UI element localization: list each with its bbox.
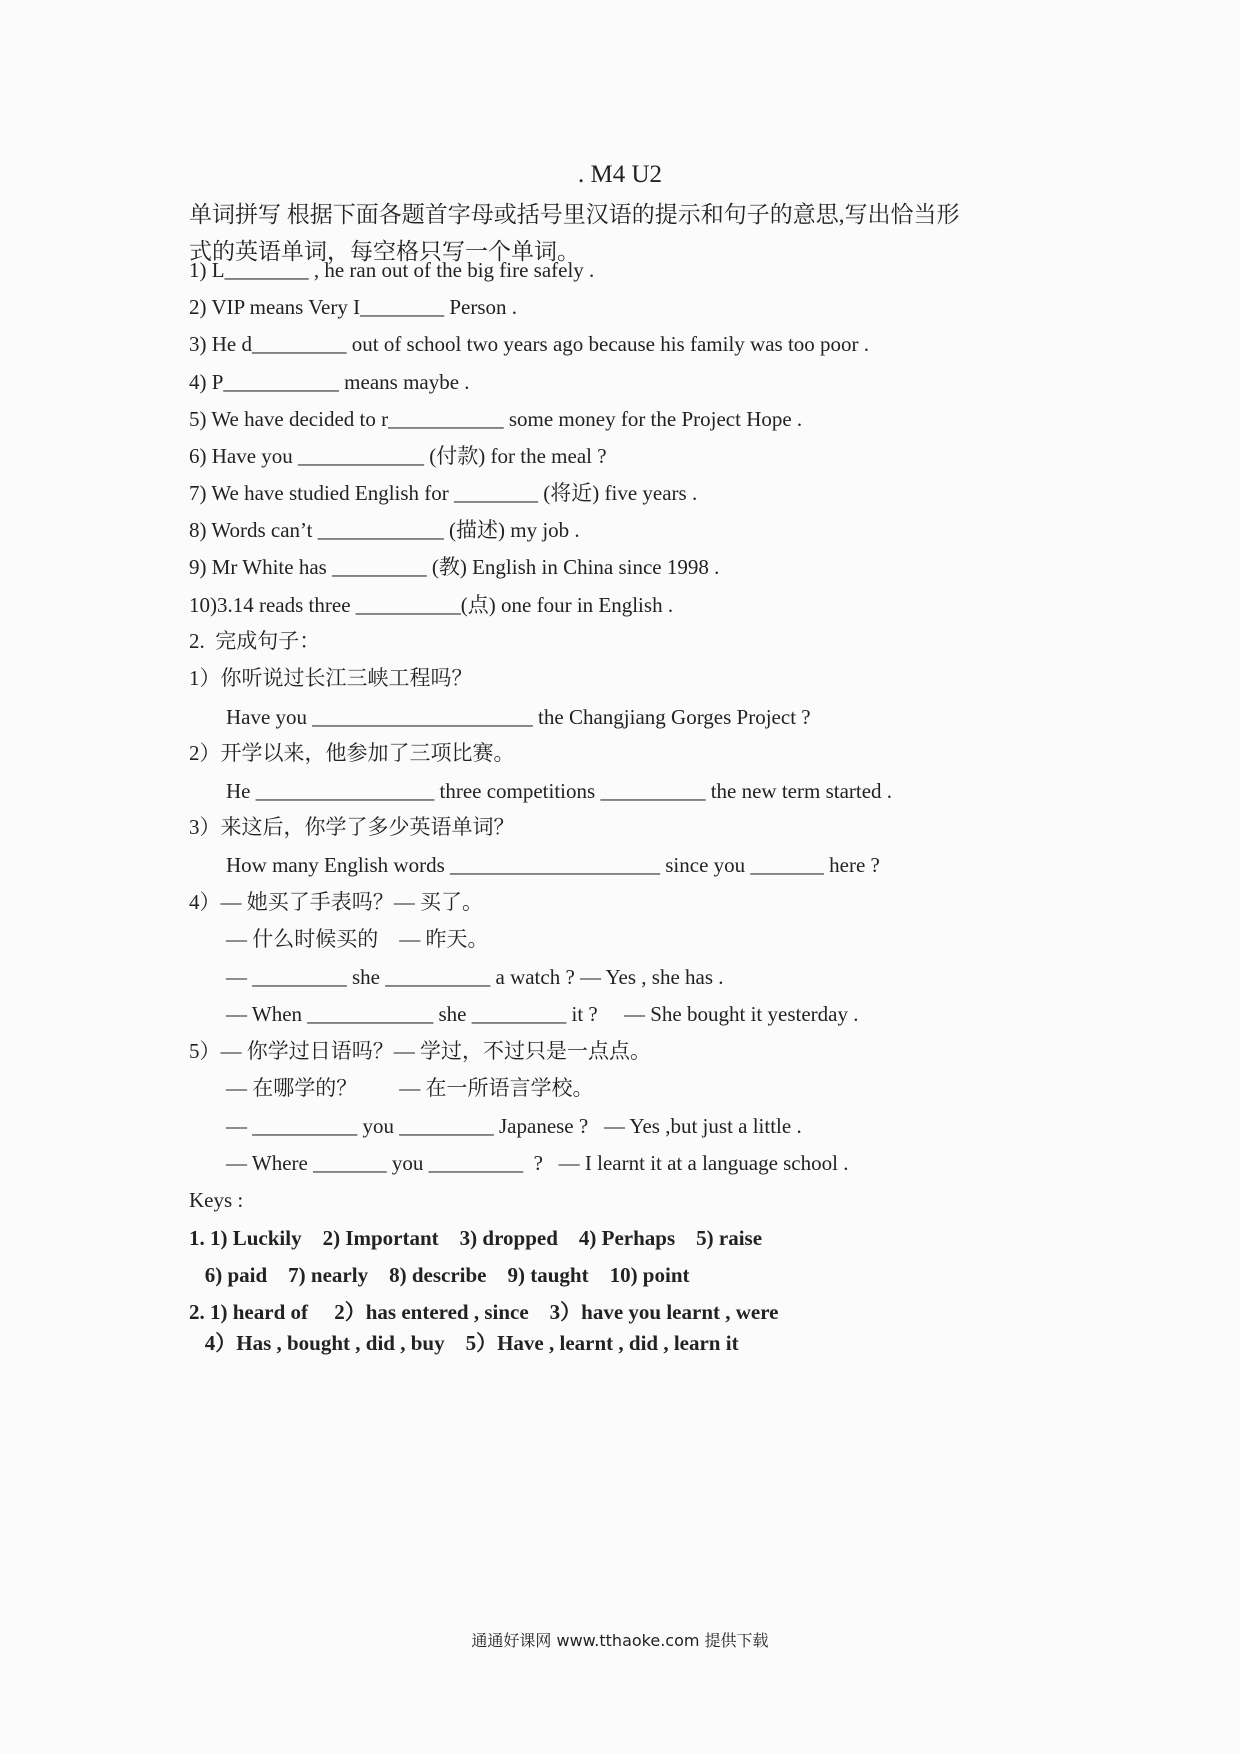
exercise-1-item: 10)3.14 reads three __________(点) one four in English . bbox=[189, 593, 674, 617]
exercise-1-item: 7) We have studied English for ________ (将近) five years . bbox=[189, 481, 698, 505]
exercise-1-item: 1) L________ , he ran out of the big fire safely . bbox=[189, 258, 595, 282]
exercise-2-prompt: 2）开学以来，他参加了三项比赛。 bbox=[189, 741, 515, 765]
exercise-2-answer-line: How many English words ____________________ since you _______ here ? bbox=[226, 853, 880, 877]
exercise-1-item: 2) VIP means Very I________ Person . bbox=[189, 295, 518, 319]
exercise-1-item: 4) P___________ means maybe . bbox=[189, 370, 470, 394]
exercise-2-answer-line: — When ____________ she _________ it ? — She bought it yesterday . bbox=[226, 1002, 859, 1026]
footer-credit: 通通好课网 www.tthaoke.com 提供下载 bbox=[471, 1631, 769, 1650]
exercise-2-prompt-line: — 什么时候买的 — 昨天。 bbox=[226, 927, 489, 951]
exercise-2-answer-line: — _________ she __________ a watch ? — Yes , she has . bbox=[226, 965, 724, 989]
page-title: . M4 U2 bbox=[577, 161, 663, 188]
exercise-2-answer-line: — __________ you _________ Japanese ? — Yes ,but just a little . bbox=[226, 1114, 802, 1138]
exercise-2-answer-line: Have you _____________________ the Changjiang Gorges Project ? bbox=[226, 705, 811, 729]
exercise-1-item: 5) We have decided to r___________ some money for the Project Hope . bbox=[189, 407, 803, 431]
exercise-1-item: 6) Have you ____________ (付款) for the meal ? bbox=[189, 444, 607, 468]
instructions-line-2: 式的英语单词，每空格只写一个单词。 bbox=[189, 239, 580, 264]
keys-label: Keys : bbox=[189, 1188, 244, 1212]
instructions-line-1: 单词拼写 根据下面各题首字母或括号里汉语的提示和句子的意思,写出恰当形 bbox=[189, 202, 960, 227]
section-2-heading: 2. 完成句子： bbox=[189, 629, 321, 653]
exercise-2-prompt: 4）— 她买了手表吗？— 买了。 bbox=[189, 890, 483, 914]
exercise-1-item: 9) Mr White has _________ (教) English in China since 1998 . bbox=[189, 555, 720, 579]
answer-key-line: 2. 1) heard of 2）has entered , since 3）have you learnt , were bbox=[189, 1300, 779, 1324]
answer-key-line: 1. 1) Luckily 2) Important 3) dropped 4) Perhaps 5) raise bbox=[189, 1226, 763, 1250]
exercise-2-prompt: 3）来这后，你学了多少英语单词？ bbox=[189, 815, 515, 839]
exercise-2-prompt-line: — 在哪学的？ — 在一所语言学校。 bbox=[226, 1076, 594, 1100]
exercise-2-prompt: 1）你听说过长江三峡工程吗？ bbox=[189, 666, 473, 690]
answer-key-line: 4）Has , bought , did , buy 5）Have , learnt , did , learn it bbox=[189, 1331, 739, 1355]
exercise-2-answer-line: He _________________ three competitions __________ the new term started . bbox=[226, 779, 893, 803]
answer-key-line: 6) paid 7) nearly 8) describe 9) taught 10) point bbox=[189, 1263, 690, 1287]
exercise-2-prompt: 5）— 你学过日语吗？— 学过，不过只是一点点。 bbox=[189, 1039, 651, 1063]
exercise-1-item: 3) He d_________ out of school two years ago because his family was too poor . bbox=[189, 332, 870, 356]
exercise-2-answer-line: — Where _______ you _________ ? — I learnt it at a language school . bbox=[226, 1151, 849, 1175]
exercise-1-item: 8) Words can’t ____________ (描述) my job . bbox=[189, 518, 580, 542]
